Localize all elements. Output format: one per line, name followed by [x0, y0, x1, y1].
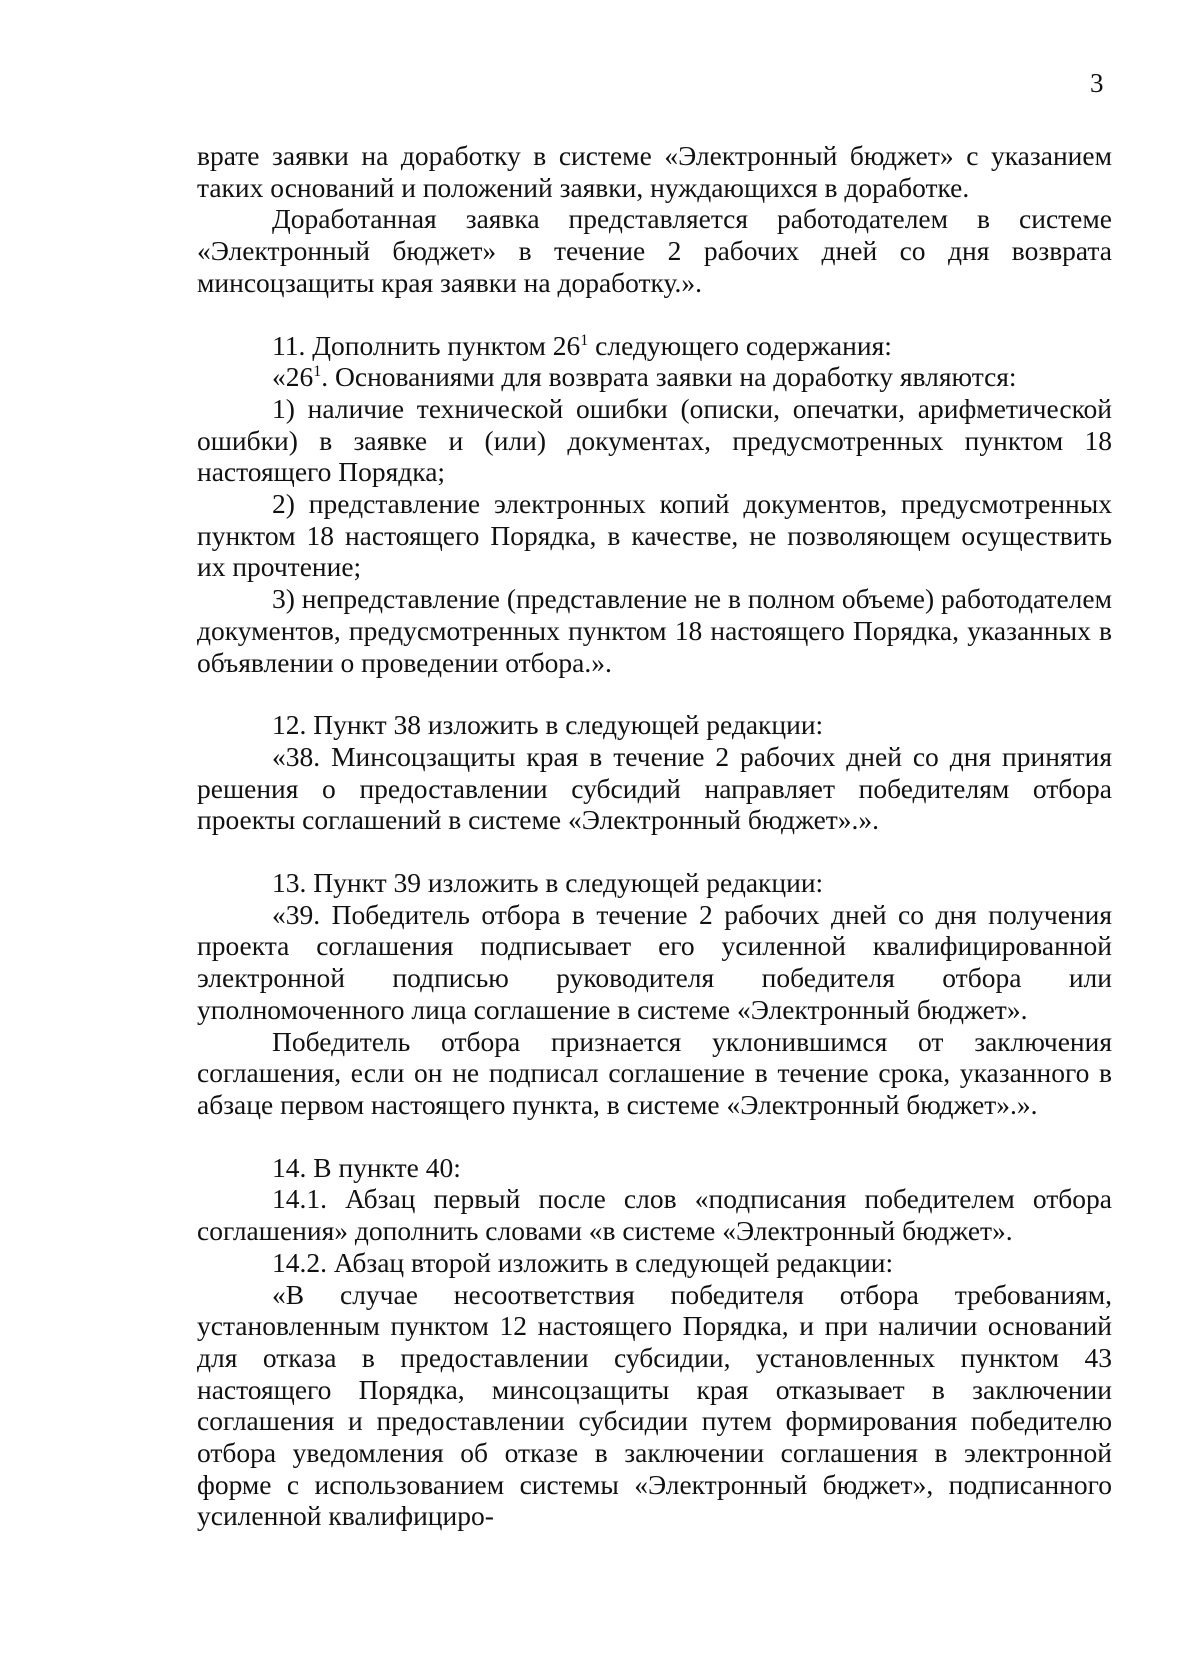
- paragraph-continuation: врате заявки на доработку в системе «Электронный бюджет» с указанием таких оснований и положений заявки, нуждающихся в доработке.: [197, 140, 1112, 203]
- paragraph-item-39-evasion: Победитель отбора признается уклонившимся от заключения соглашения, если он не подписал соглашение в течение срока, указанного в абзаце первом настоящего пункта, в системе «Электронный бюджет».».: [197, 1025, 1112, 1120]
- item-26-1-text: «26: [272, 361, 314, 393]
- item-11-superscript: 1: [580, 331, 589, 349]
- paragraph-item-14-1: 14.1. Абзац первый после слов «подписания победителем отбора соглашения» дополнить словами «в системе «Электронный бюджет».: [197, 1183, 1112, 1247]
- paragraph-ground-2: 2) представление электронных копий документов, предусмотренных пунктом 18 настоящего Порядка, в качестве, не позволяющем осуществить их прочтение;: [197, 488, 1112, 583]
- paragraph-item-14-2: 14.2. Абзац второй изложить в следующей редакции:: [272, 1246, 894, 1278]
- page-number: 3: [1090, 68, 1104, 98]
- paragraph-item-12: 12. Пункт 38 изложить в следующей редакции:: [272, 709, 824, 741]
- paragraph-item-14: 14. В пункте 40:: [272, 1151, 461, 1183]
- paragraph-item-11: [197, 330, 1112, 362]
- paragraph-item-14-2-text: «В случае несоответствия победителя отбора требованиям, установленным пунктом 12 настоящего Порядка, и при наличии оснований для отказа в предоставлении субсидии, установленных пунктом 43 настоящего Порядка, минсоцзащиты края отказывает в заключении соглашения и предоставлении субсидии путем формирования победителю отбора уведомления об отказе в заключении соглашения в электронной форме с использованием системы «Электронный бюджет», подписанного усиленной квалифициро-: [197, 1278, 1112, 1532]
- paragraph-revised-application: Доработанная заявка представляется работодателем в системе «Электронный бюджет» в течение 2 рабочих дней со дня возврата минсоцзащиты края заявки на доработку.».: [197, 203, 1112, 298]
- item-26-1-superscript: 1: [313, 363, 322, 381]
- paragraph-ground-3: 3) непредставление (представление не в полном объеме) работодателем документов, предусмотренных пунктом 18 настоящего Порядка, указанных в объявлении о проведении отбора.».: [197, 583, 1112, 678]
- paragraph-item-38: «38. Минсоцзащиты края в течение 2 рабочих дней со дня принятия решения о предоставлении субсидий направляет победителям отбора проекты соглашений в системе «Электронный бюджет».».: [197, 740, 1112, 836]
- paragraph-item-26-1: [197, 361, 1112, 393]
- document-body: [197, 140, 1112, 1532]
- item-26-1-text-end: . Основаниями для возврата заявки на доработку являются:: [321, 361, 1017, 393]
- item-11-text-end: следующего содержания:: [588, 329, 892, 361]
- paragraph-ground-1: 1) наличие технической ошибки (описки, опечатки, арифметической ошибки) в заявке и (или) документах, предусмотренных пунктом 18 настоящего Порядка;: [197, 392, 1112, 488]
- paragraph-item-13: 13. Пункт 39 изложить в следующей редакции:: [272, 867, 824, 899]
- paragraph-item-39: «39. Победитель отбора в течение 2 рабочих дней со дня получения проекта соглашения подписывает его усиленной квалифицированной электронной подписью руководителя победителя отбора или уполномоченного лица соглашение в системе «Электронный бюджет».: [197, 898, 1112, 1025]
- item-11-text: 11. Дополнить пунктом 26: [272, 329, 581, 361]
